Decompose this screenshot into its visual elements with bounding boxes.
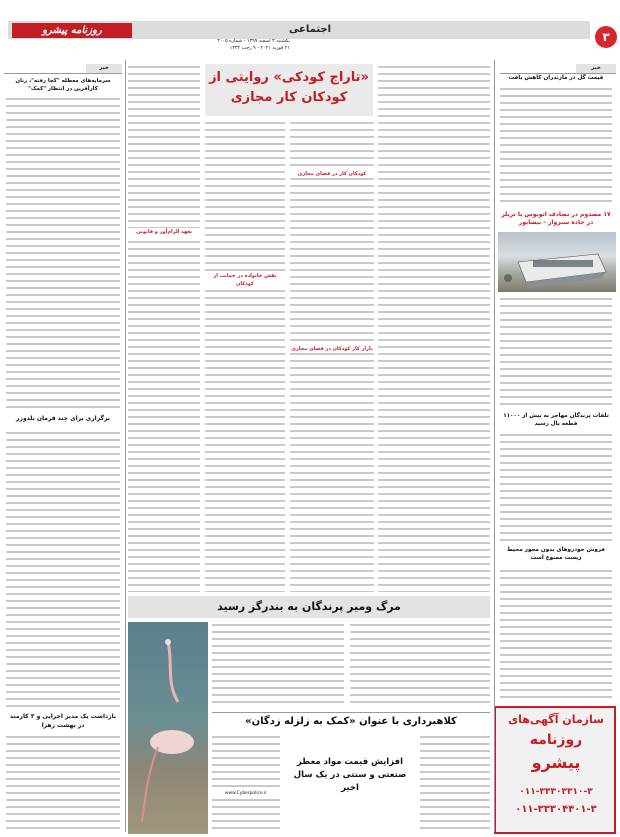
article-body [212, 734, 280, 832]
article-body [6, 96, 120, 410]
article-body [350, 622, 490, 708]
prices-headline: افزایش قیمت مواد معطر صنعتی و سنتی در یک سال اخیر [293, 757, 407, 793]
article-body [290, 120, 374, 592]
article-title: فروش خودروهای بدون مجوز محیط زیست ممنوع است [507, 547, 605, 561]
page-number: ۳ [602, 30, 610, 44]
article-body [378, 64, 490, 592]
news-tag-right: خبر [576, 64, 616, 73]
subheading: تعهد الزام‌آور و قانونی [128, 228, 200, 236]
dead-flamingo-photo [128, 622, 208, 834]
article-body [128, 64, 200, 592]
subheading: نقش خانواده در حمایت از کودکان [205, 272, 285, 288]
article-title: تلفات پرندگان مهاجر به بیش از ۱۱۰۰۰ قطعه بال رسید [503, 413, 609, 427]
ad-phone-1: ۰۱۱-۳۳۳۰۳۳۱۰-۳ [519, 787, 593, 797]
article-body [500, 432, 612, 542]
news-tag-left: خبر [86, 64, 122, 73]
ad-line-3: پیشرو [531, 753, 581, 772]
divider [212, 712, 490, 713]
earthquake-headline: کلاهبرداری با عنوان «کمک به زلزله زدگان» [245, 716, 457, 727]
article-title: بازداشت یک مدیر اجرایی و ۳ کارمند در بهشت زهرا [9, 713, 117, 729]
subheading: بازار کار کودکان در فضای مجازی [291, 346, 373, 352]
article-body [500, 296, 612, 406]
main-headline: «تاراج کودکی» روایتی از کودکان کار مجازی [209, 70, 369, 105]
section-title: اجتماعی [288, 24, 332, 35]
article-title: قیمت گل در مازندران کاهش یافت [508, 75, 604, 81]
article-title: سرمایه‌های معطله "کجا رفته"، زنان کارآفرین در انتظار "کمک" [15, 78, 111, 92]
ad-phone-2: ۰۱۱-۳۳۳۰۴۴۰۱-۳ [515, 804, 597, 815]
date-line-2: ۲۱ فوریه ۲۰۲۱ - ۹ رجب ۱۴۴۲ [229, 46, 290, 51]
ad-line-2: روزنامه [529, 732, 583, 748]
ad-line-1: سازمان آگهی‌های [508, 713, 604, 726]
article-body [500, 86, 612, 206]
article-body [420, 734, 490, 832]
birds-headline: مرگ ومیر پرندگان به بندرگز رسید [217, 600, 401, 613]
column-divider [494, 60, 495, 832]
prices-url: www.Cyberpolice.ir [212, 790, 280, 797]
article-body [6, 430, 120, 708]
article-body [6, 734, 120, 832]
article-title: ۱۷ مصدوم در تصادف اتوبوس با تریلر در جاده سبزوار - نیشابور [501, 211, 611, 226]
bus-accident-photo [498, 232, 616, 292]
date-line-1: یکشنبه ۳ اسفند ۱۳۹۹ - شماره ۲۰۰۵ [217, 39, 290, 44]
article-body [212, 622, 344, 708]
article-title: برگزاری برای چند فرمان بلدوزر [16, 415, 110, 422]
logo: روزنامه پیشرو [12, 23, 132, 38]
article-body [205, 120, 285, 592]
article-body [500, 568, 612, 700]
divider [4, 73, 122, 74]
subheading: کودکان کار در فضای مجازی [290, 170, 374, 178]
column-divider [125, 60, 126, 832]
